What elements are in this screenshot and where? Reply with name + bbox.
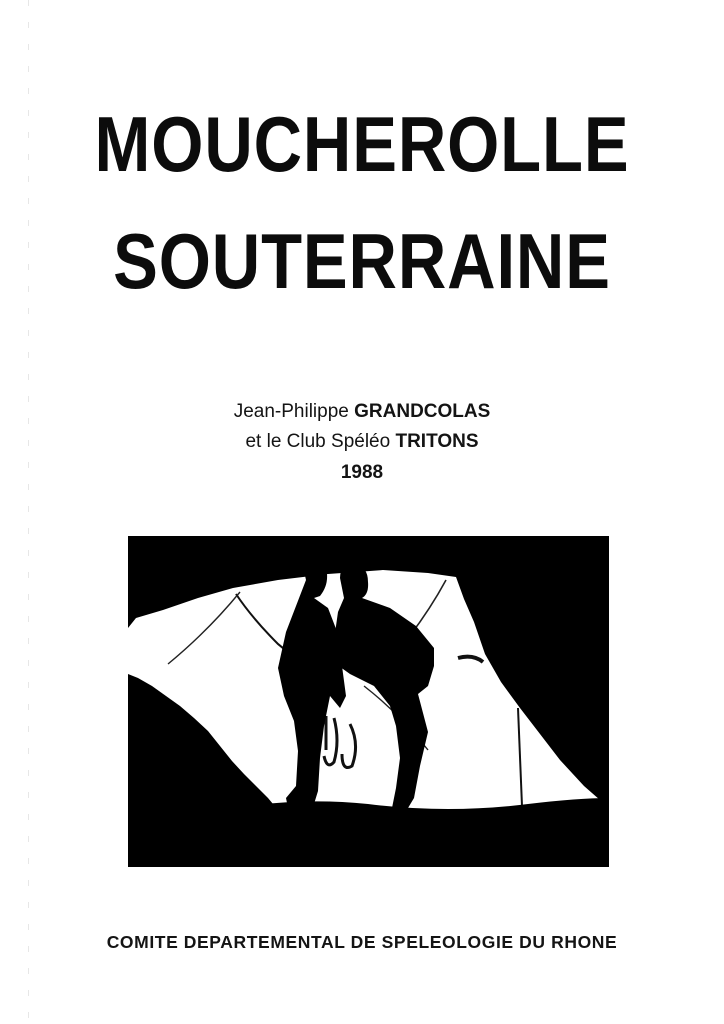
author-prefix: Jean-Philippe (233, 401, 349, 422)
club-prefix: et le Club Spéléo (245, 431, 391, 452)
title-line-2: SOUTERRAINE (113, 217, 611, 305)
publication-year: 1988 (340, 462, 384, 483)
cover-photo (128, 536, 609, 867)
club-line (0, 427, 724, 457)
cave-silhouette-illustration (128, 536, 609, 867)
author-line (0, 397, 724, 427)
club-name: TRITONS (395, 431, 479, 452)
title-line-1: MOUCHEROLLE (94, 100, 630, 188)
publisher-line: COMITE DEPARTEMENTAL DE SPELEOLOGIE DU RHONE (106, 932, 618, 952)
author-name: GRANDCOLAS (354, 401, 491, 422)
scan-margin (28, 0, 29, 1024)
